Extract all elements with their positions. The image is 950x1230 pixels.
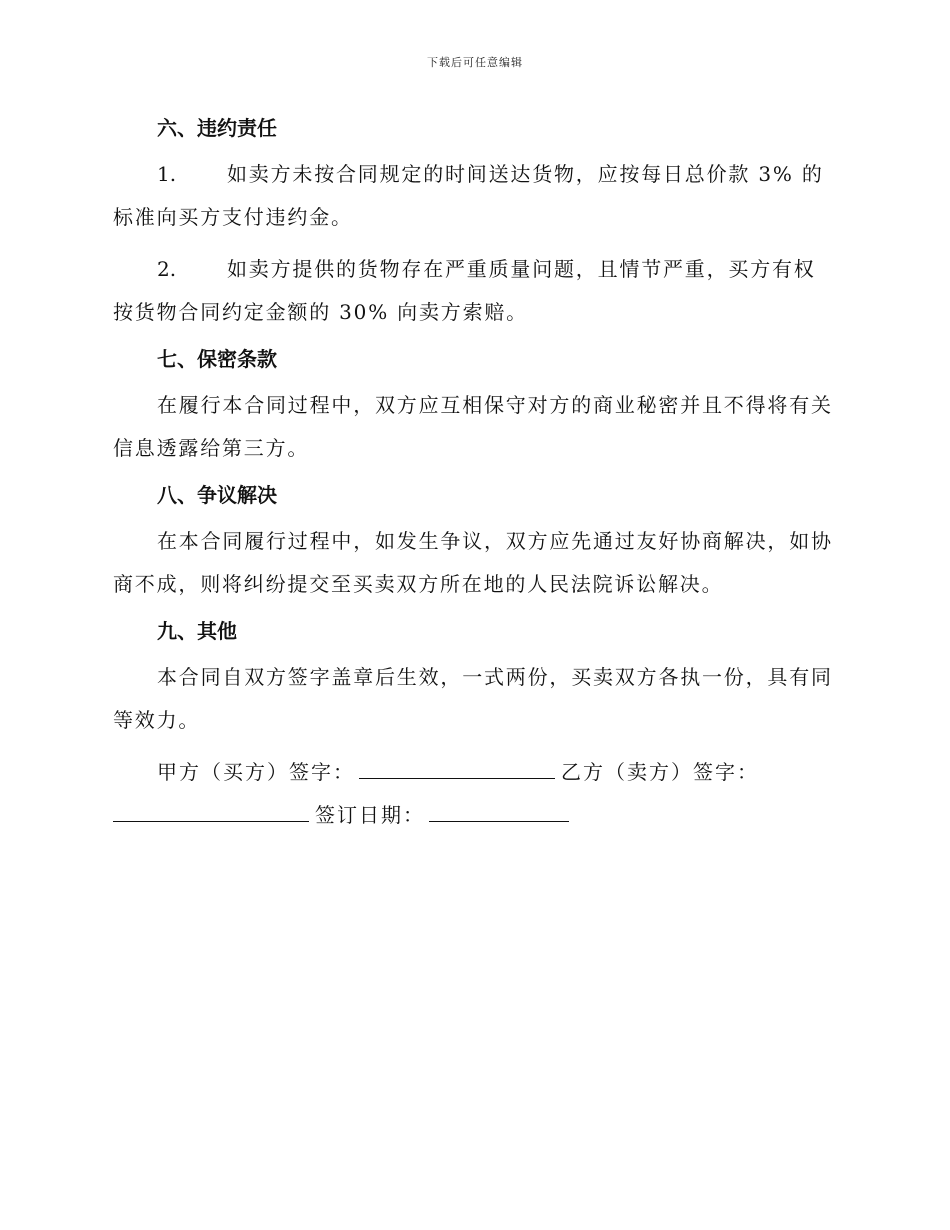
party-a-label: 甲方（买方）签字： [157,760,355,784]
item-text: 如卖方未按合同规定的时间送达货物，应按每日总价款 3% 的标准向买方支付违约金。 [113,162,824,229]
party-b-label: 乙方（卖方）签字： [561,760,759,784]
date-blank[interactable] [429,803,569,822]
section-8-heading: 八、争议解决 [157,483,277,507]
section-6-heading: 六、违约责任 [157,116,277,140]
party-b-signature-blank[interactable] [113,803,309,822]
section-7-heading: 七、保密条款 [157,347,277,371]
document-content [113,112,835,837]
party-a-signature-blank[interactable] [359,760,555,779]
section-6-item-1 [113,153,835,239]
signature-line-1 [113,751,835,794]
item-number: 2. [157,257,177,281]
signature-line-2 [113,794,835,837]
date-label: 签订日期： [315,803,425,827]
item-text: 如卖方提供的货物存在严重质量问题，且情节严重，买方有权按货物合同约定金额的 30% 向卖方索赔。 [113,257,816,324]
item-number: 1. [157,162,177,186]
header-note: 下载后可任意编辑 [427,56,523,69]
section-8-text: 在本合同履行过程中，如发生争议，双方应先通过友好协商解决，如协商不成，则将纠纷提交至买卖双方所在地的人民法院诉讼解决。 [113,529,833,596]
section-7-text: 在履行本合同过程中，双方应互相保守对方的商业秘密并且不得将有关信息透露给第三方。 [113,393,833,460]
section-9-heading: 九、其他 [157,619,237,643]
section-9-text: 本合同自双方签字盖章后生效，一式两份，买卖双方各执一份，具有同等效力。 [113,665,833,732]
section-6-item-2 [113,248,835,334]
